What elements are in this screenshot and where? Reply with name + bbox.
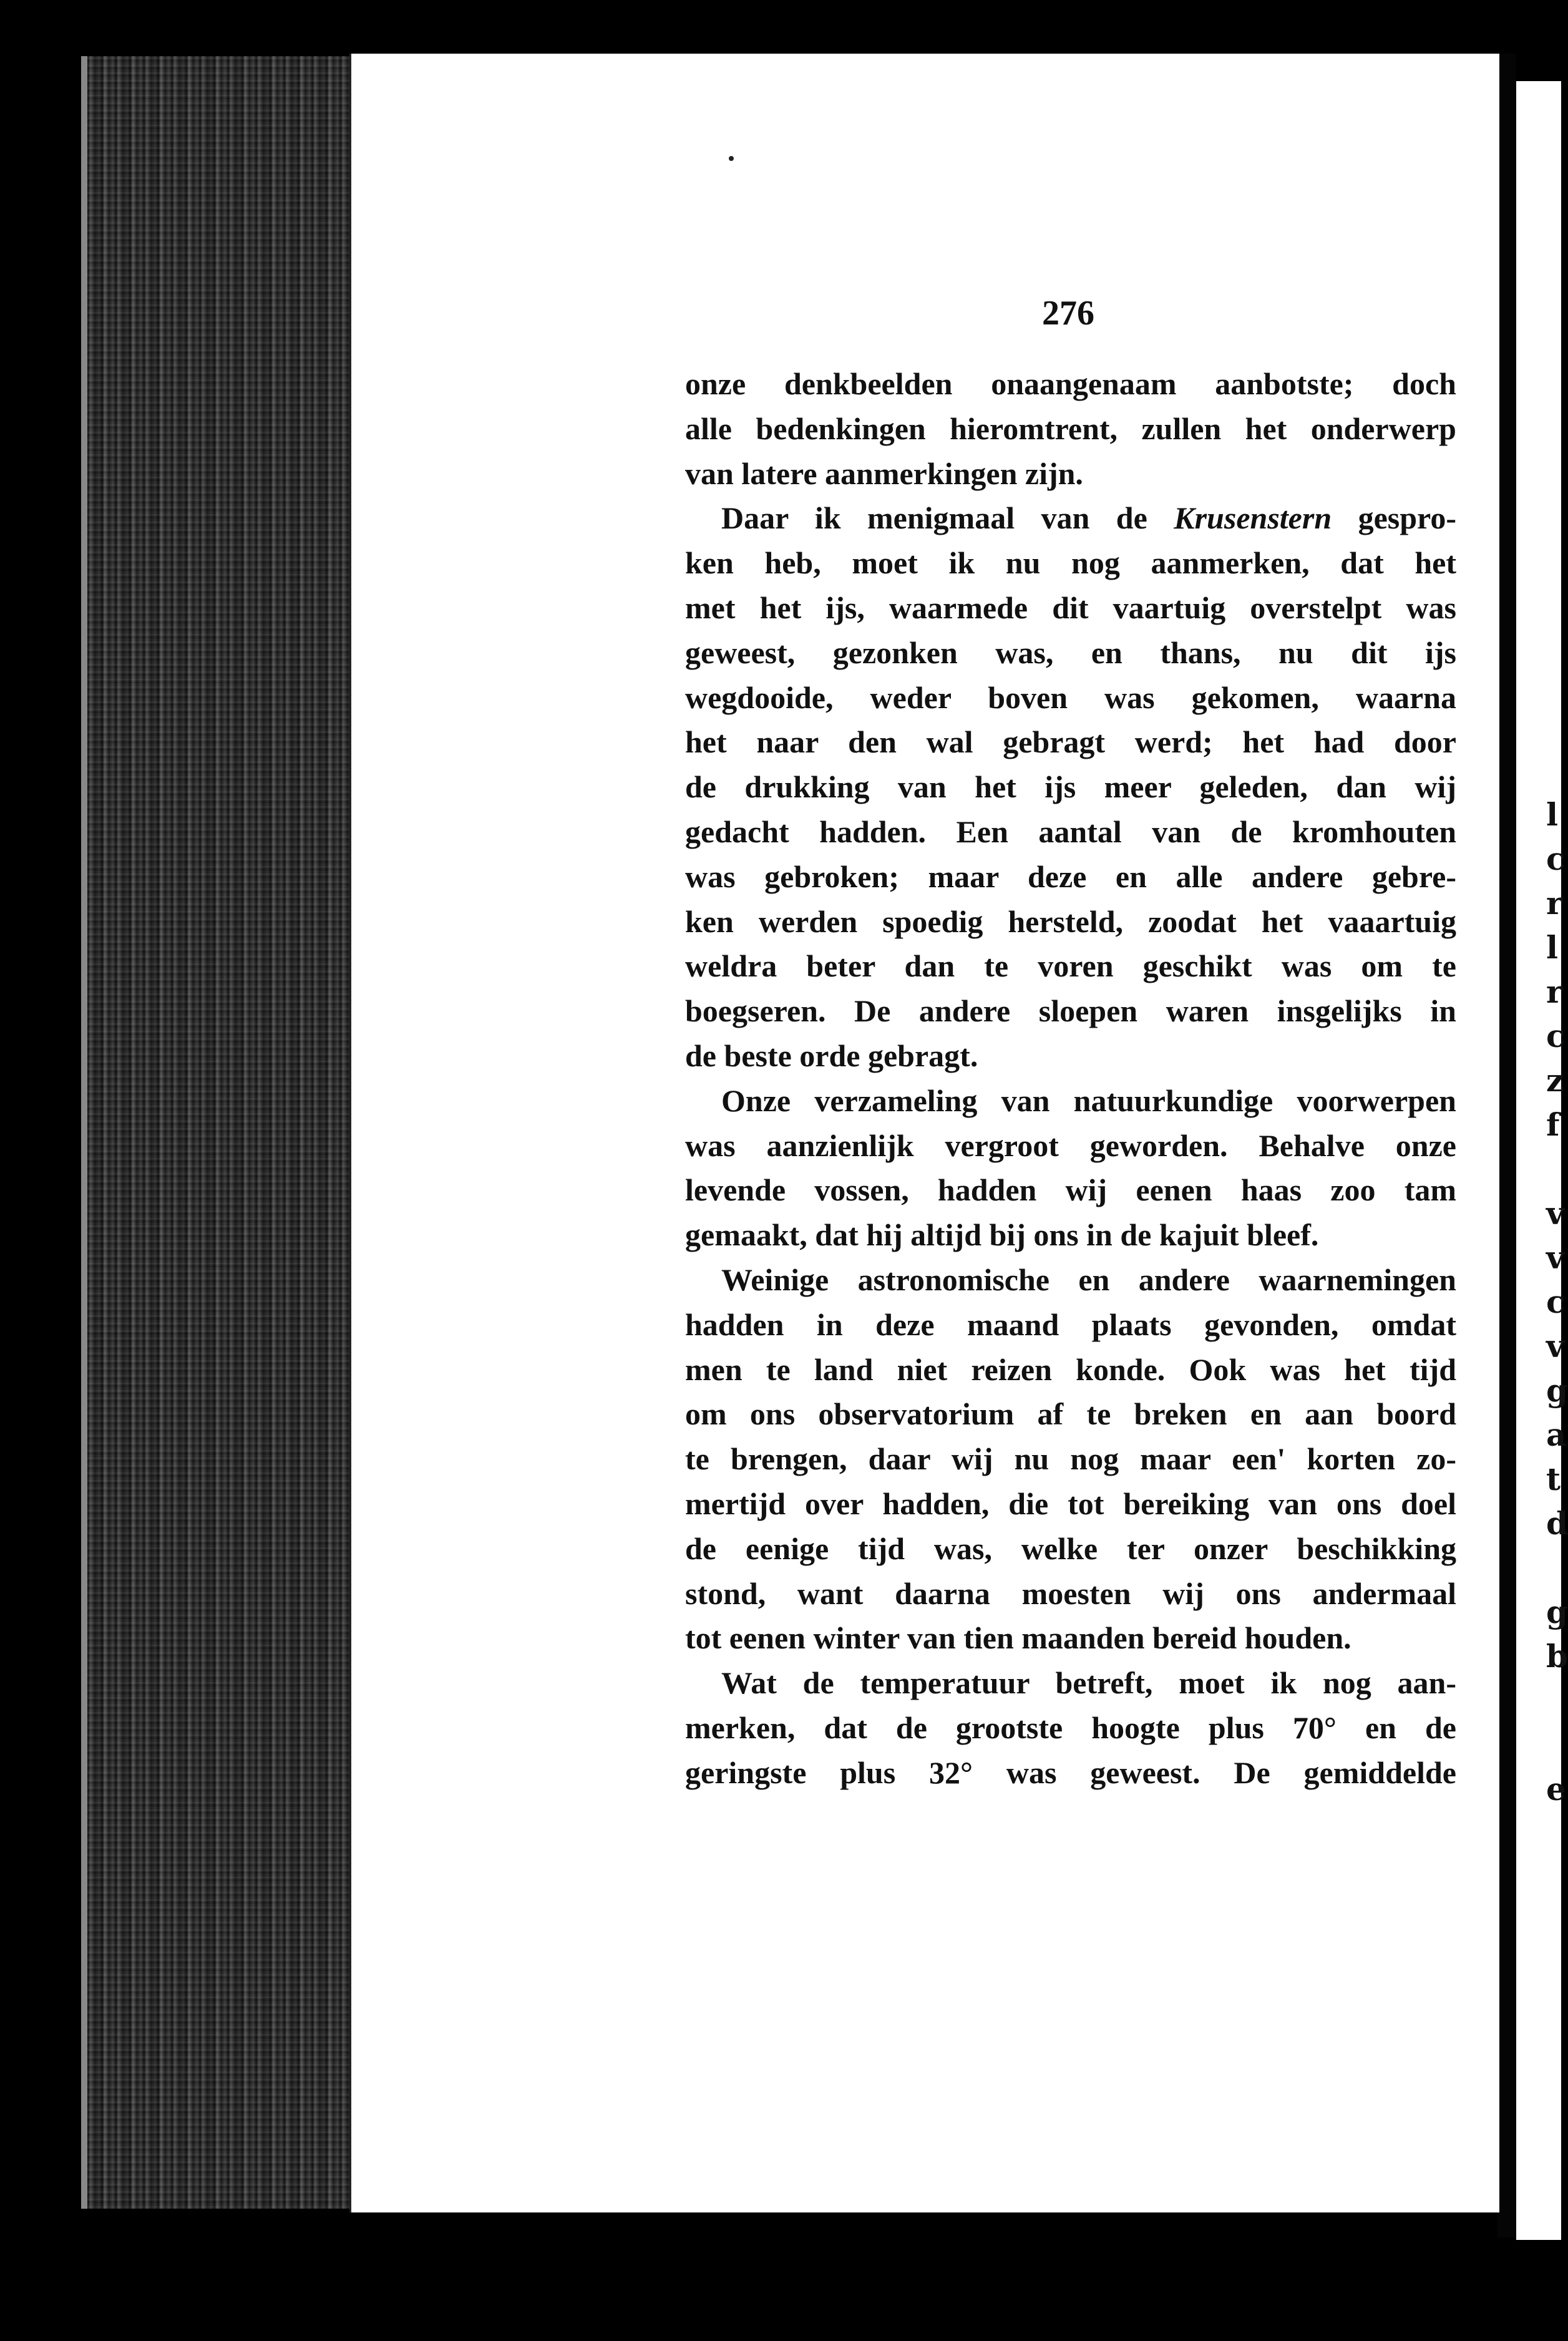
adjacent-letter: l — [1546, 796, 1558, 833]
text-line: ken heb, moet ik nu nog aanmerken, dat het — [685, 545, 1456, 581]
text-line: de beste orde gebragt. — [685, 1038, 978, 1073]
text-line: stond, want daarna moesten wij ons andermaal — [685, 1575, 1456, 1611]
text-line: was gebroken; maar deze en alle andere gebre- — [685, 859, 1456, 894]
adjacent-letter: c — [1546, 1018, 1566, 1054]
body-text — [685, 362, 1456, 1796]
text-line: met het ijs, waarmede dit vaartuig overstelpt was — [685, 590, 1456, 625]
adjacent-letter: z — [1546, 1062, 1564, 1099]
text-line: levende vossen, hadden wij eenen haas zoo tam — [685, 1172, 1456, 1208]
adjacent-letter: c — [1546, 840, 1566, 877]
text-line: Wat de temperatuur betreft, moet ik nog aan- — [721, 1665, 1456, 1701]
text-line: hadden in deze maand plaats gevonden, omdat — [685, 1307, 1456, 1342]
text-line: ken werden spoedig hersteld, zoodat het vaaartuig — [685, 903, 1456, 939]
text-line: gemaakt, dat hij altijd bij ons in de kajuit bleef. — [685, 1217, 1319, 1253]
text-line: onze denkbeelden onaangenaam aanbotste; doch — [685, 366, 1456, 401]
text-line: van latere aanmerkingen zijn. — [685, 455, 1083, 491]
text-line: geweest, gezonken was, en thans, nu dit ijs — [685, 635, 1456, 670]
text-line: Onze verzameling van natuurkundige voorwerpen — [721, 1083, 1456, 1118]
adjacent-letter: b — [1546, 1638, 1568, 1675]
text-line: mertijd over hadden, die tot bereiking van ons doel — [685, 1486, 1456, 1521]
book-edge-highlight — [81, 56, 87, 2209]
adjacent-letter: r — [1546, 973, 1563, 1010]
text-line: boegseren. De andere sloepen waren insgelijks in — [685, 993, 1456, 1029]
text-line: gedacht hadden. Een aantal van de kromhouten — [685, 814, 1456, 849]
adjacent-letter: c — [1546, 1283, 1566, 1320]
adjacent-letter: t — [1546, 1461, 1561, 1497]
adjacent-letter: v — [1546, 1328, 1565, 1365]
text-line: wegdooide, weder boven was gekomen, waarna — [685, 679, 1456, 715]
page-gutter — [1497, 54, 1516, 2237]
text-line: men te land niet reizen konde. Ook was het tijd — [685, 1351, 1456, 1387]
text-line: tot eenen winter van tien maanden bereid houden. — [685, 1620, 1351, 1656]
text-line: Weinige astronomische en andere waarnemingen — [721, 1262, 1456, 1297]
adjacent-letter: g — [1546, 1594, 1568, 1630]
adjacent-letter: d — [1546, 1505, 1568, 1542]
adjacent-letter: a — [1546, 1416, 1567, 1453]
page-number: 276 — [1042, 294, 1094, 333]
text-line: was aanzienlijk vergroot geworden. Behalve onze — [685, 1127, 1456, 1163]
text-line: Daar ik menigmaal van de Krusenstern gespro- — [721, 500, 1456, 536]
text-line: om ons observatorium af te breken en aan boord — [685, 1396, 1456, 1432]
adjacent-letter: v — [1546, 1195, 1565, 1232]
adjacent-letter: r — [1546, 885, 1563, 922]
adjacent-letter: v — [1546, 1239, 1565, 1276]
text-line: alle bedenkingen hieromtrent, zullen het onderwerp — [685, 411, 1456, 446]
text-line: merken, dat de grootste hoogte plus 70° en de — [685, 1710, 1456, 1745]
adjacent-letter: l — [1546, 929, 1558, 966]
text-line: de drukking van het ijs meer geleden, dan wij — [685, 769, 1456, 805]
adjacent-letter — [1546, 1545, 1561, 1590]
text-line: geringste plus 32° was geweest. De gemiddelde — [685, 1755, 1456, 1790]
text-line: weldra beter dan te voren geschikt was om te — [685, 948, 1456, 984]
adjacent-page-letters — [1546, 792, 1568, 1811]
text-line: te brengen, daar wij nu nog maar een' korten zo- — [685, 1441, 1456, 1477]
adjacent-letter — [1546, 1723, 1561, 1767]
adjacent-letter: f — [1546, 1106, 1560, 1143]
book-fore-edge — [81, 56, 368, 2209]
text-line: de eenige tijd was, welke ter onzer beschikking — [685, 1531, 1456, 1566]
adjacent-letter — [1546, 1678, 1561, 1723]
text-line: het naar den wal gebragt werd; het had door — [685, 724, 1456, 760]
adjacent-letter: g — [1546, 1372, 1568, 1409]
adjacent-letter: e — [1546, 1771, 1566, 1808]
ink-speck — [729, 156, 734, 161]
adjacent-letter — [1546, 1147, 1561, 1191]
